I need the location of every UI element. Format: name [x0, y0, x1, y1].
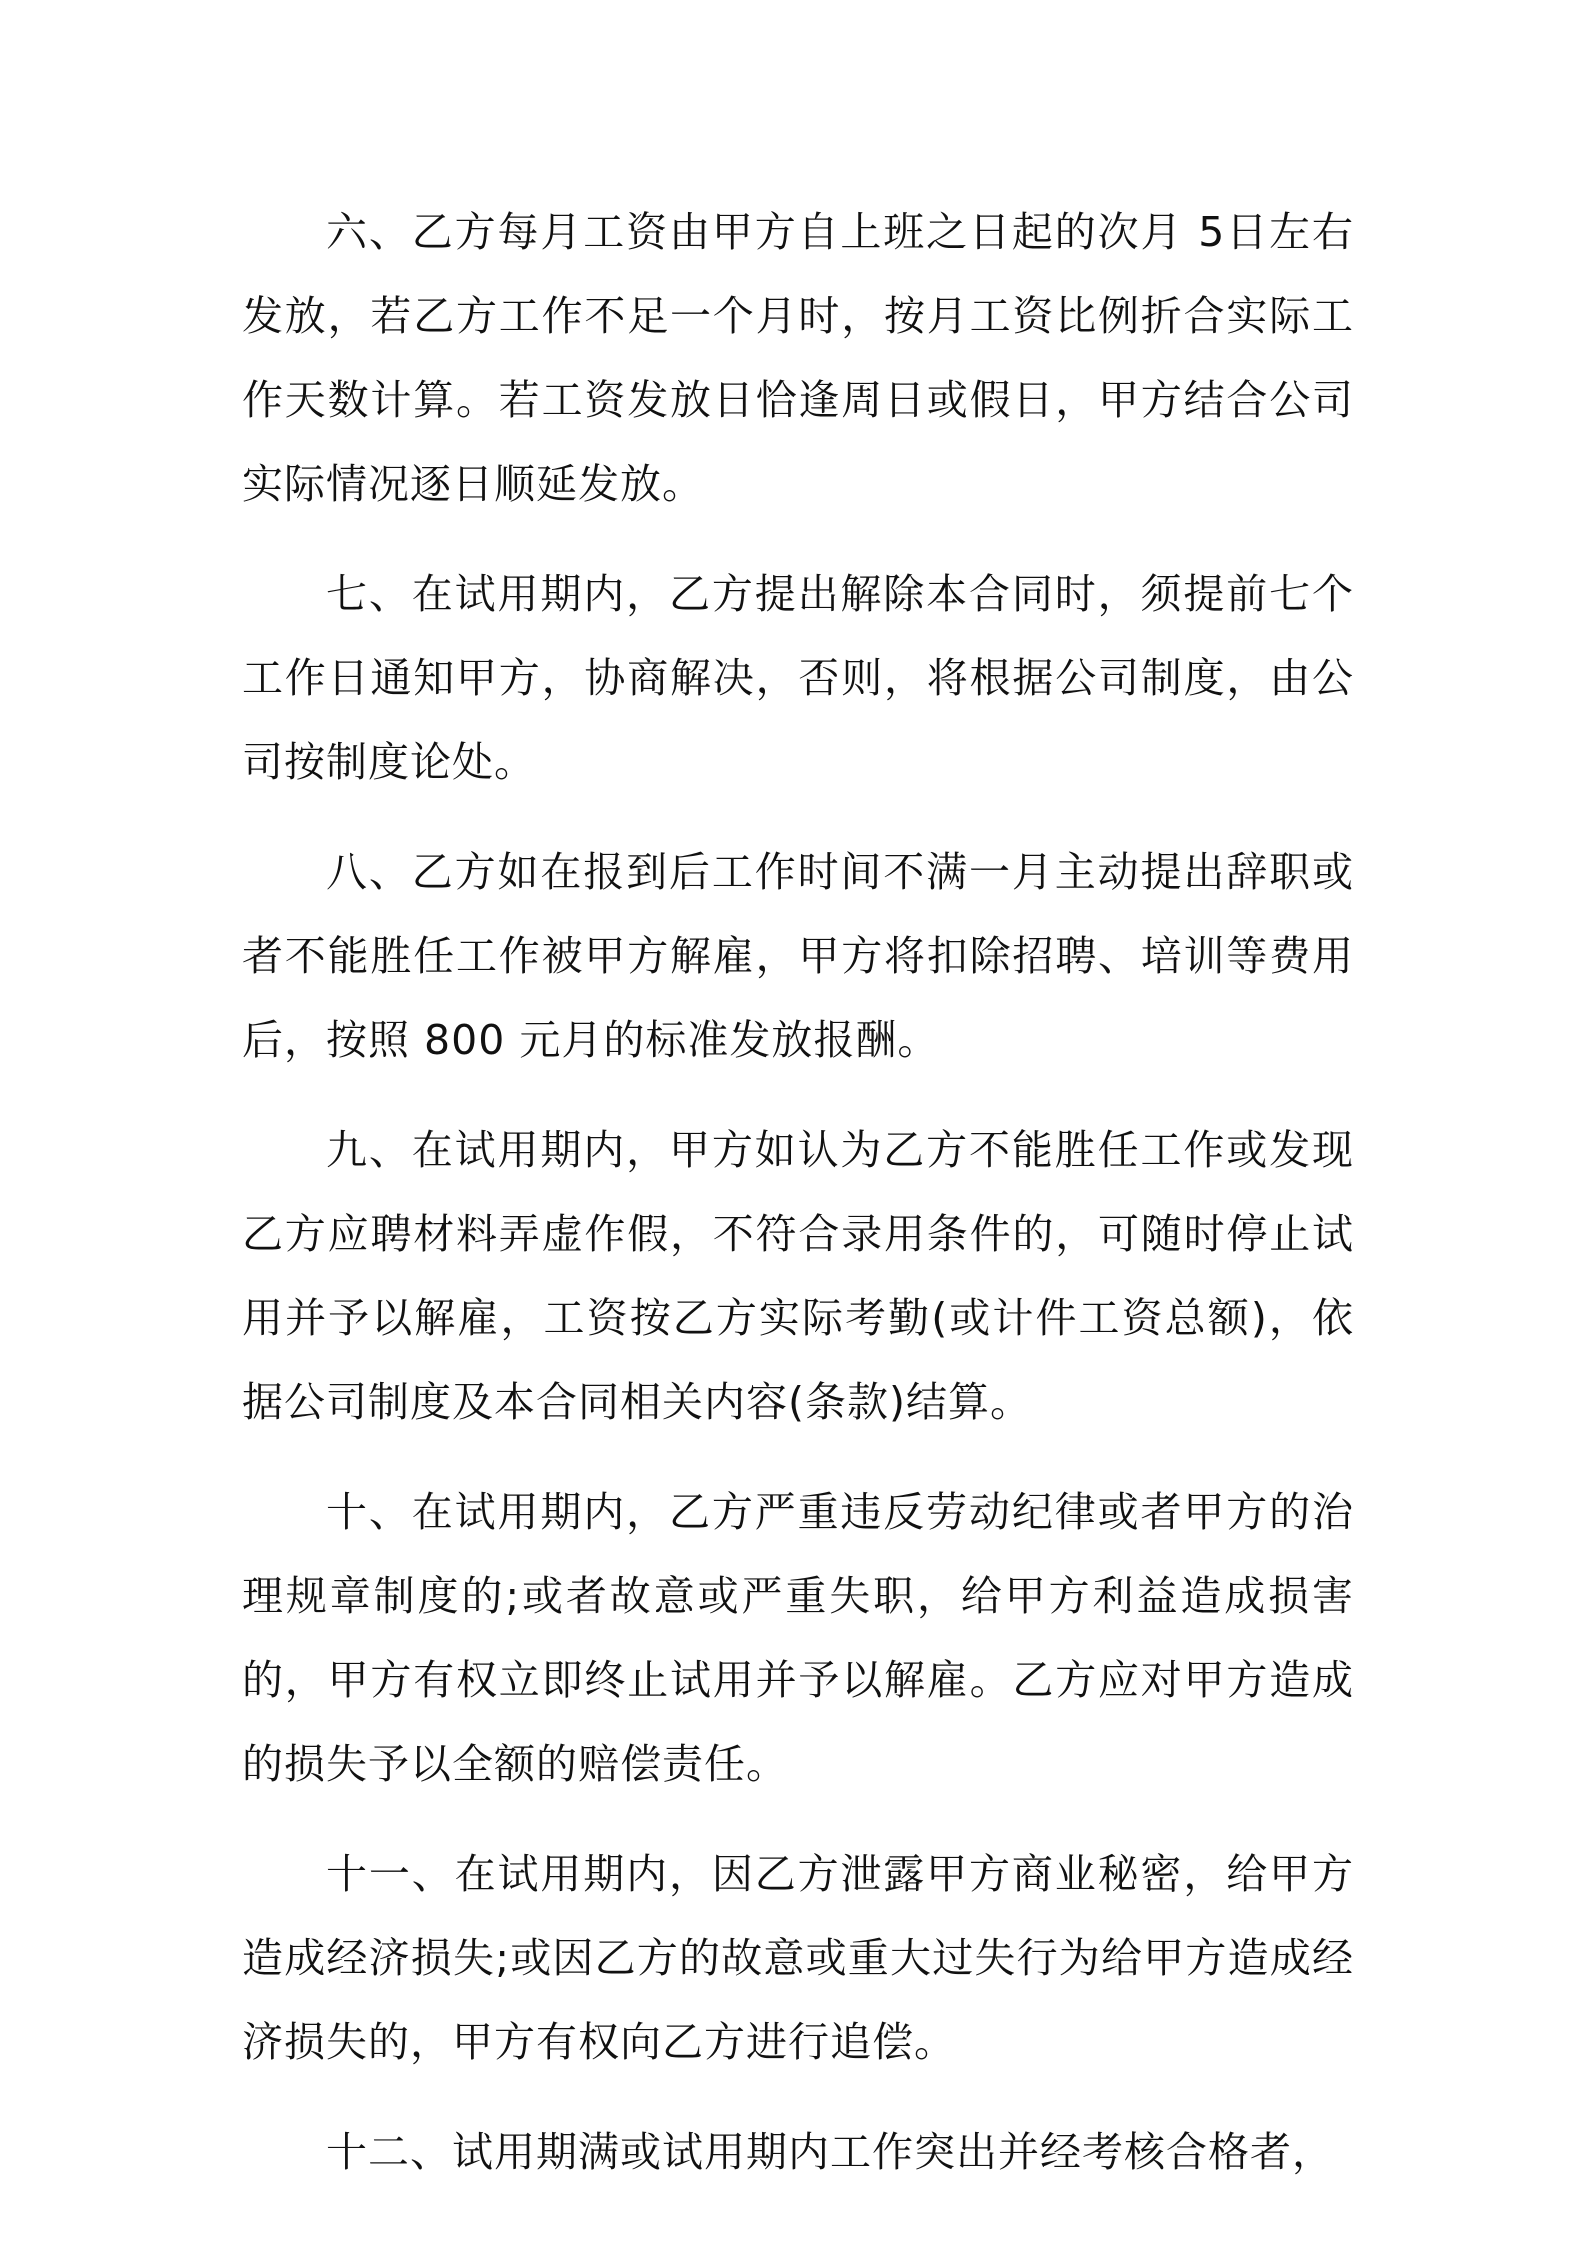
- paragraph-six: 六、乙方每月工资由甲方自上班之日起的次月 5日左右发放，若乙方工作不足一个月时，按月工资比例折合实际工作天数计算。若工资发放日恰逢周日或假日，甲方结合公司实际情况逐日顺延发放。: [242, 208, 1354, 508]
- paragraph-ten: 十、在试用期内，乙方严重违反劳动纪律或者甲方的治理规章制度的;或者故意或严重失职，给甲方利益造成损害的，甲方有权立即终止试用并予以解雇。乙方应对甲方造成的损失予以全额的赔偿责任。: [242, 1488, 1354, 1788]
- document-body: [242, 190, 1354, 2220]
- paragraph-nine: 九、在试用期内，甲方如认为乙方不能胜任工作或发现乙方应聘材料弄虚作假，不符合录用条件的，可随时停止试用并予以解雇，工资按乙方实际考勤(或计件工资总额)，依据公司制度及本合同相关内容(条款)结算。: [242, 1126, 1354, 1426]
- paragraph-eight: 八、乙方如在报到后工作时间不满一月主动提出辞职或者不能胜任工作被甲方解雇，甲方将扣除招聘、培训等费用后，按照 800 元月的标准发放报酬。: [242, 848, 1354, 1064]
- paragraph-twelve: 十二、试用期满或试用期内工作突出并经考核合格者，: [326, 2128, 1334, 2176]
- paragraph-seven: 七、在试用期内，乙方提出解除本合同时，须提前七个工作日通知甲方，协商解决，否则，将根据公司制度，由公司按制度论处。: [242, 570, 1354, 786]
- paragraph-eleven: 十一、在试用期内，因乙方泄露甲方商业秘密，给甲方造成经济损失;或因乙方的故意或重大过失行为给甲方造成经济损失的，甲方有权向乙方进行追偿。: [242, 1850, 1354, 2066]
